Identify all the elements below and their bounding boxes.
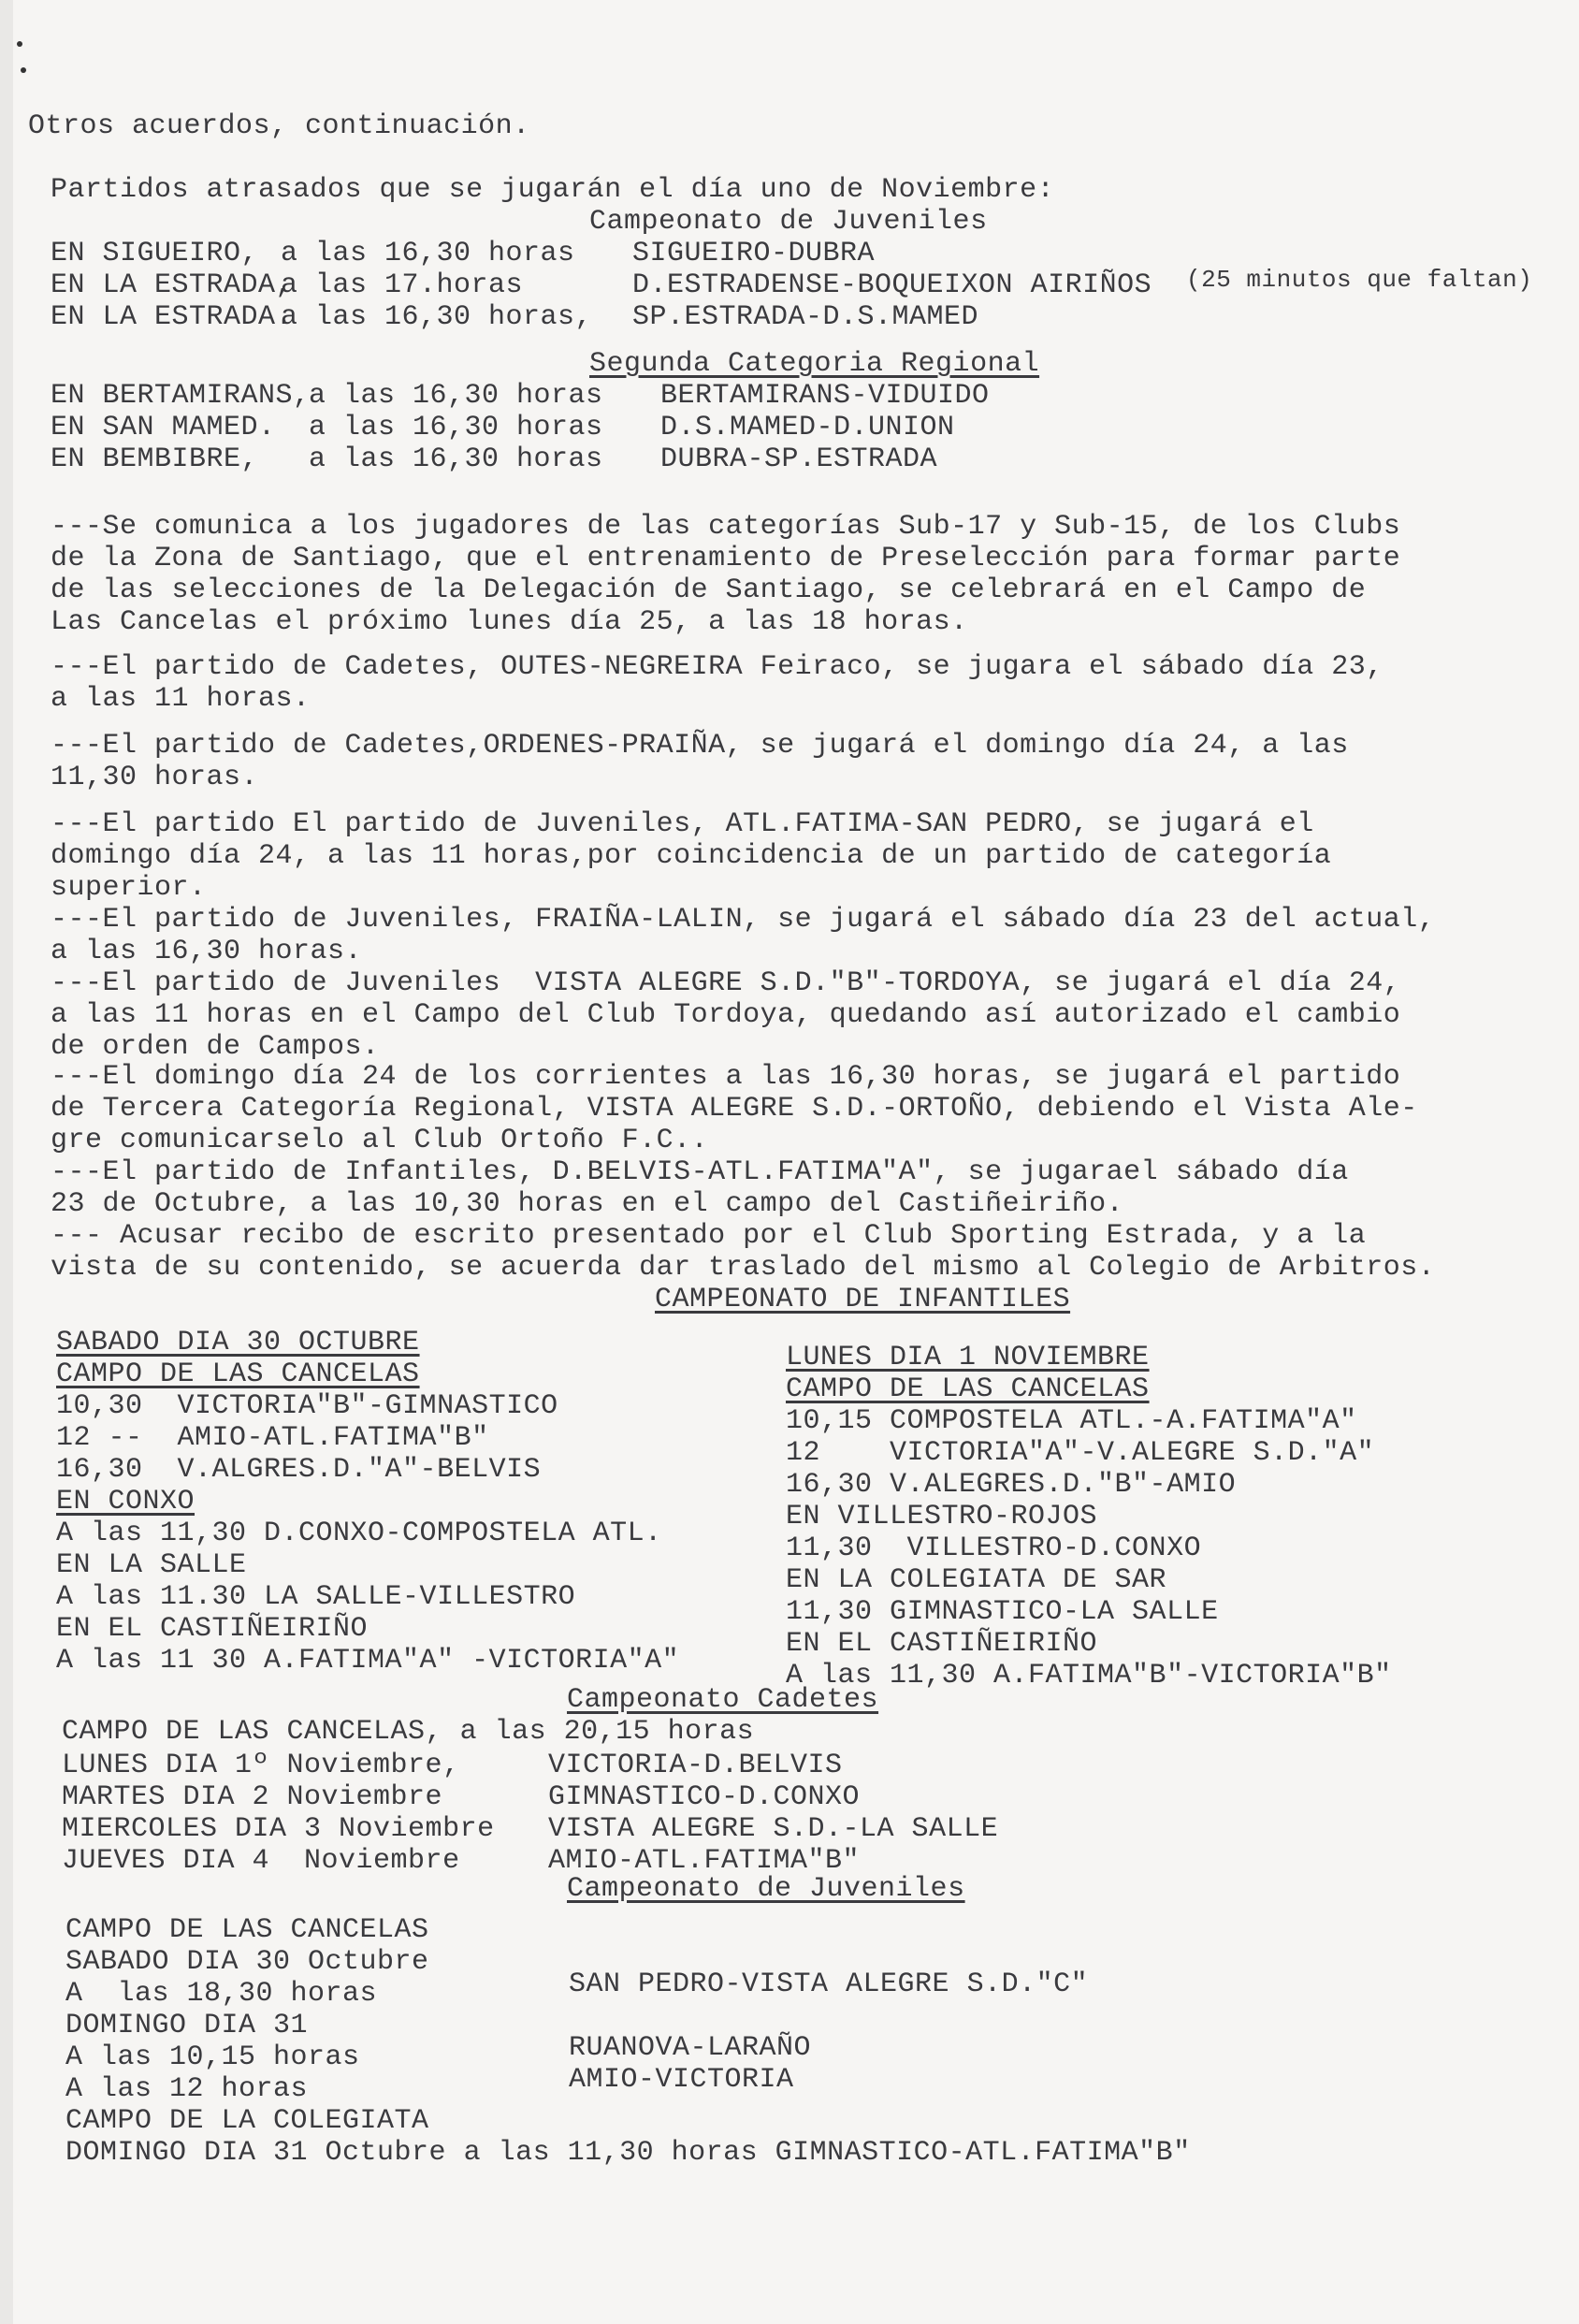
juveniles2-match: RUANOVA-LARAÑO — [569, 2032, 812, 2064]
cadetes-match: VISTA ALEGRE S.D.-LA SALLE — [548, 1813, 999, 1845]
notice-line: de la Zona de Santiago, que el entrenamiento de Preselección para formar parte — [51, 543, 1401, 574]
match-teams: SP.ESTRADA-D.S.MAMED — [632, 301, 979, 333]
infantiles-title: CAMPEONATO DE INFANTILES — [655, 1284, 1071, 1315]
infantiles-right-line: 11,30 VILLESTRO-D.CONXO — [786, 1532, 1202, 1564]
match-time: a las 16,30 horas, — [281, 301, 593, 333]
infantiles-right-line: 11,30 GIMNASTICO-LA SALLE — [786, 1596, 1219, 1628]
match-teams: SIGUEIRO-DUBRA — [632, 238, 876, 269]
juveniles-title: Campeonato de Juveniles — [589, 206, 988, 238]
notice-line: ---El partido de Cadetes, OUTES-NEGREIRA Feiraco, se jugara el sábado día 23, — [51, 651, 1383, 683]
notice-line: a las 16,30 horas. — [51, 936, 363, 967]
notice-line: de las selecciones de la Delegación de Santiago, se celebrará en el Campo de — [51, 574, 1367, 606]
infantiles-right-line: EN EL CASTIÑEIRIÑO — [786, 1628, 1098, 1660]
cadetes-day: MARTES DIA 2 Noviembre — [62, 1781, 443, 1813]
infantiles-right-line: 10,15 COMPOSTELA ATL.-A.FATIMA"A" — [786, 1405, 1357, 1437]
infantiles-right-line: EN LA COLEGIATA DE SAR — [786, 1564, 1167, 1596]
match-time: a las 16,30 horas — [309, 412, 603, 443]
notice-line: ---El domingo día 24 de los corrientes a las 16,30 horas, se jugará el partido — [51, 1061, 1401, 1093]
infantiles-left-line: A las 11 30 A.FATIMA"A" -VICTORIA"A" — [56, 1645, 680, 1677]
cadetes-day: JUEVES DIA 4 Noviembre — [62, 1845, 460, 1877]
infantiles-right-line: LUNES DIA 1 NOVIEMBRE — [786, 1342, 1150, 1373]
infantiles-right-line: A las 11,30 A.FATIMA"B"-VICTORIA"B" — [786, 1660, 1392, 1692]
notice-line: ---El partido El partido de Juveniles, ATL.FATIMA-SAN PEDRO, se jugará el — [51, 808, 1314, 840]
section1-intro: Partidos atrasados que se jugarán el día uno de Noviembre: — [51, 174, 1055, 206]
match-place: EN SIGUEIRO, — [51, 238, 259, 269]
cadetes-day: LUNES DIA 1º Noviembre, — [62, 1750, 460, 1781]
infantiles-right-line: 16,30 V.ALEGRES.D."B"-AMIO — [786, 1469, 1237, 1501]
match-time: a las 16,30 horas — [309, 443, 603, 475]
infantiles-left-line: EN EL CASTIÑEIRIÑO — [56, 1613, 369, 1645]
match-place: EN SAN MAMED. — [51, 412, 276, 443]
notice-line: ---El partido de Infantiles, D.BELVIS-ATL.FATIMA"A", se jugarael sábado día — [51, 1156, 1349, 1188]
notice-line: de orden de Campos. — [51, 1031, 380, 1063]
infantiles-left-line: EN CONXO — [56, 1486, 196, 1518]
match-place: EN LA ESTRADA. — [51, 301, 294, 333]
cadetes-header: CAMPO DE LAS CANCELAS, a las 20,15 horas — [62, 1716, 755, 1748]
notice-line: Las Cancelas el próximo lunes día 25, a las 18 horas. — [51, 606, 968, 638]
juveniles2-line: CAMPO DE LA COLEGIATA — [65, 2105, 429, 2137]
juveniles2-line: A las 10,15 horas — [65, 2041, 360, 2073]
notice-line: --- Acusar recibo de escrito presentado por el Club Sporting Estrada, y a la — [51, 1220, 1367, 1252]
notice-line: domingo día 24, a las 11 horas,por coincidencia de un partido de categoría — [51, 840, 1332, 872]
heading: Otros acuerdos, continuación. — [28, 110, 530, 142]
match-time: a las 16,30 horas — [281, 238, 575, 269]
match-time: a las 16,30 horas — [309, 380, 603, 412]
infantiles-left-line: 10,30 VICTORIA"B"-GIMNASTICO — [56, 1390, 558, 1422]
cadetes-match: GIMNASTICO-D.CONXO — [548, 1781, 861, 1813]
juveniles2-line: A las 12 horas — [65, 2073, 309, 2105]
notice-line: ---El partido de Cadetes,ORDENES-PRAIÑA, se jugará el domingo día 24, a las — [51, 730, 1349, 762]
notice-line: de Tercera Categoría Regional, VISTA ALEGRE S.D.-ORTOÑO, debiendo el Vista Ale- — [51, 1093, 1418, 1125]
cadetes-match: AMIO-ATL.FATIMA"B" — [548, 1845, 861, 1877]
cadetes-title: Campeonato Cadetes — [567, 1684, 879, 1716]
match-teams: D.S.MAMED-D.UNION — [660, 412, 955, 443]
regional-title: Segunda Categoria Regional — [589, 348, 1040, 380]
juveniles2-line: DOMINGO DIA 31 — [65, 2010, 309, 2041]
match-place: EN BERTAMIRANS, — [51, 380, 311, 412]
juveniles2-match: AMIO-VICTORIA — [569, 2064, 794, 2096]
notice-line: 11,30 horas. — [51, 762, 259, 793]
notice-line: ---El partido de Juveniles, FRAIÑA-LALIN, se jugará el sábado día 23 del actual, — [51, 904, 1436, 936]
infantiles-left-line: 16,30 V.ALGRES.D."A"-BELVIS — [56, 1454, 542, 1486]
match-teams: BERTAMIRANS-VIDUIDO — [660, 380, 990, 412]
notice-line: a las 11 horas en el Campo del Club Tordoya, quedando así autorizado el cambio — [51, 999, 1401, 1031]
match-note: (25 minutos que faltan) — [1186, 266, 1533, 294]
infantiles-left-line: SABADO DIA 30 OCTUBRE — [56, 1327, 420, 1358]
notice-line: ---El partido de Juveniles VISTA ALEGRE S.D."B"-TORDOYA, se jugará el día 24, — [51, 967, 1401, 999]
match-place: EN BEMBIBRE, — [51, 443, 259, 475]
notice-line: 23 de Octubre, a las 10,30 horas en el campo del Castiñeiriño. — [51, 1188, 1124, 1220]
punch-mark — [17, 41, 22, 47]
cadetes-match: VICTORIA-D.BELVIS — [548, 1750, 843, 1781]
notice-line: a las 11 horas. — [51, 683, 311, 715]
match-place: EN LA ESTRADA, — [51, 269, 294, 301]
match-teams: D.ESTRADENSE-BOQUEIXON AIRIÑOS — [632, 269, 1152, 301]
juveniles2-match: SAN PEDRO-VISTA ALEGRE S.D."C" — [569, 1968, 1089, 2000]
notice-line: gre comunicarselo al Club Ortoño F.C.. — [51, 1125, 709, 1156]
infantiles-left-line: A las 11,30 D.CONXO-COMPOSTELA ATL. — [56, 1518, 662, 1549]
infantiles-left-line: EN LA SALLE — [56, 1549, 247, 1581]
juveniles2-line: SABADO DIA 30 Octubre — [65, 1946, 429, 1978]
juveniles2-line: DOMINGO DIA 31 Octubre a las 11,30 horas GIMNASTICO-ATL.FATIMA"B" — [65, 2137, 1191, 2169]
cadetes-day: MIERCOLES DIA 3 Noviembre — [62, 1813, 495, 1845]
infantiles-left-line: A las 11.30 LA SALLE-VILLESTRO — [56, 1581, 576, 1613]
infantiles-right-line: 12 VICTORIA"A"-V.ALEGRE S.D."A" — [786, 1437, 1375, 1469]
juveniles2-title: Campeonato de Juveniles — [567, 1873, 965, 1905]
match-time: a las 17.horas — [281, 269, 524, 301]
infantiles-right-line: EN VILLESTRO-ROJOS — [786, 1501, 1098, 1532]
juveniles2-line: A las 18,30 horas — [65, 1978, 378, 2010]
notice-line: vista de su contenido, se acuerda dar traslado del mismo al Colegio de Arbitros. — [51, 1252, 1436, 1284]
infantiles-right-line: CAMPO DE LAS CANCELAS — [786, 1373, 1150, 1405]
notice-line: ---Se comunica a los jugadores de las categorías Sub-17 y Sub-15, de los Clubs — [51, 511, 1401, 543]
infantiles-left-line: CAMPO DE LAS CANCELAS — [56, 1358, 420, 1390]
notice-line: superior. — [51, 872, 207, 904]
match-teams: DUBRA-SP.ESTRADA — [660, 443, 938, 475]
infantiles-left-line: 12 -- AMIO-ATL.FATIMA"B" — [56, 1422, 489, 1454]
juveniles2-line: CAMPO DE LAS CANCELAS — [65, 1914, 429, 1946]
punch-mark — [21, 67, 26, 73]
